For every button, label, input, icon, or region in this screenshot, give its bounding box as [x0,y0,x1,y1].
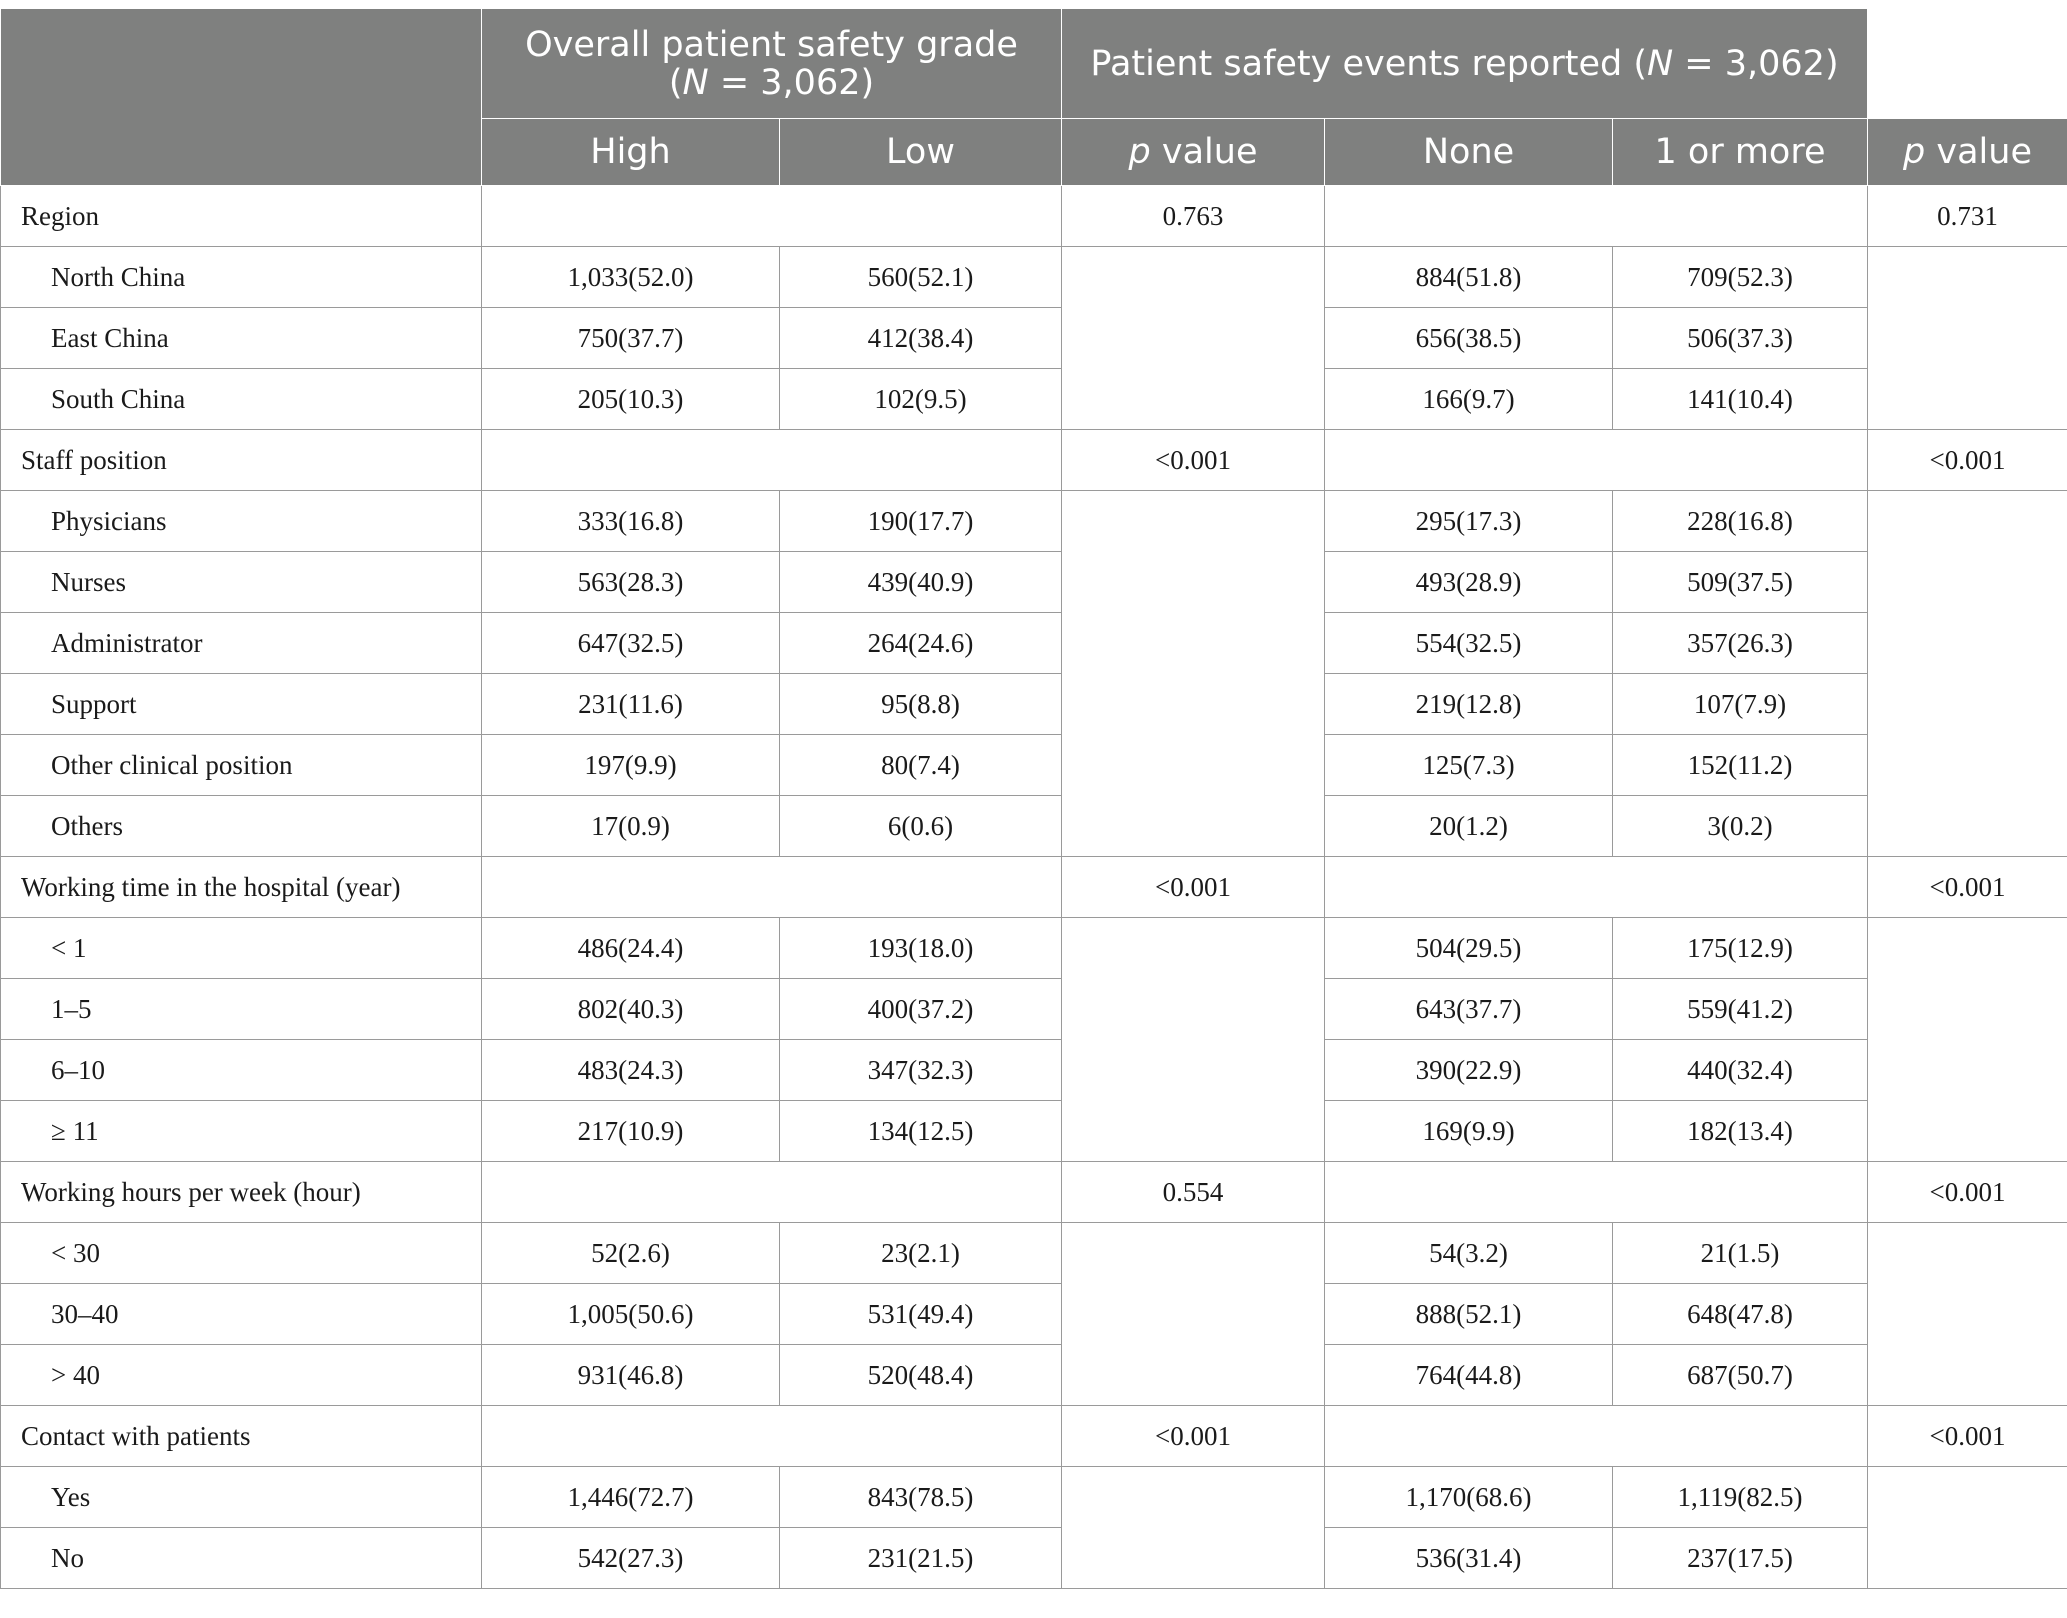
section-row [1,430,2067,491]
cell-none: 643(37.7) [1325,979,1613,1040]
table-row [1,735,2067,796]
section-label: Region [1,186,482,247]
cell-low: 531(49.4) [780,1284,1062,1345]
p-value-events: <0.001 [1868,1406,2067,1467]
cell-high: 17(0.9) [482,796,780,857]
p1-var: p [1128,132,1151,172]
overall-grade-n-var: N [682,62,709,103]
cell-one-or-more: 509(37.5) [1613,552,1868,613]
table-row [1,613,2067,674]
table-row [1,918,2067,979]
col-p2-header [1868,119,2067,186]
cell-high: 333(16.8) [482,491,780,552]
section-row [1,857,2067,918]
col-low-header: Low [780,119,1062,186]
row-label: East China [1,308,482,369]
row-label: North China [1,247,482,308]
p-value-events: <0.001 [1868,430,2067,491]
row-label: Support [1,674,482,735]
cell-high: 231(11.6) [482,674,780,735]
section-label: Contact with patients [1,1406,482,1467]
p-value-events-blank [1868,247,2067,430]
cell-none: 888(52.1) [1325,1284,1613,1345]
cell-low: 412(38.4) [780,308,1062,369]
cell-high: 542(27.3) [482,1528,780,1589]
cell-low: 134(12.5) [780,1101,1062,1162]
table-row [1,1223,2067,1284]
p2-var: p [1903,132,1926,172]
table-row [1,1040,2067,1101]
col-high-header: High [482,119,780,186]
p-value-grade: 0.763 [1062,186,1325,247]
events-reported-header [1062,9,1868,119]
cell-high: 1,033(52.0) [482,247,780,308]
table-row [1,796,2067,857]
cell-one-or-more: 687(50.7) [1613,1345,1868,1406]
events-reported-n-var: N [1646,43,1674,84]
cell-low: 843(78.5) [780,1467,1062,1528]
section-row [1,1406,2067,1467]
overall-grade-n-open: ( [668,62,683,103]
section-blank-cell [1325,1406,1868,1467]
section-blank-cell [482,857,1062,918]
row-label: Others [1,796,482,857]
section-blank-cell [482,1406,1062,1467]
cell-low: 231(21.5) [780,1528,1062,1589]
table-row [1,369,2067,430]
row-label: 1–5 [1,979,482,1040]
table-row [1,308,2067,369]
section-label: Working time in the hospital (year) [1,857,482,918]
row-label: Physicians [1,491,482,552]
cell-low: 264(24.6) [780,613,1062,674]
p-value-events: 0.731 [1868,186,2067,247]
cell-one-or-more: 440(32.4) [1613,1040,1868,1101]
cell-high: 197(9.9) [482,735,780,796]
cell-one-or-more: 1,119(82.5) [1613,1467,1868,1528]
cell-none: 390(22.9) [1325,1040,1613,1101]
cell-low: 347(32.3) [780,1040,1062,1101]
row-label: < 1 [1,918,482,979]
cell-one-or-more: 228(16.8) [1613,491,1868,552]
cell-low: 193(18.0) [780,918,1062,979]
cell-high: 52(2.6) [482,1223,780,1284]
col-more-header: 1 or more [1613,119,1868,186]
table-row [1,552,2067,613]
cell-high: 205(10.3) [482,369,780,430]
section-label: Staff position [1,430,482,491]
p-value-events-blank [1868,1467,2067,1589]
header-row-group [1,9,2067,119]
cell-none: 504(29.5) [1325,918,1613,979]
cell-one-or-more: 357(26.3) [1613,613,1868,674]
table-row [1,491,2067,552]
table-row [1,1101,2067,1162]
section-blank-cell [482,1162,1062,1223]
cell-one-or-more: 559(41.2) [1613,979,1868,1040]
cell-high: 217(10.9) [482,1101,780,1162]
cell-none: 125(7.3) [1325,735,1613,796]
row-label: Other clinical position [1,735,482,796]
table-row [1,1528,2067,1589]
cell-high: 486(24.4) [482,918,780,979]
cell-low: 439(40.9) [780,552,1062,613]
cell-none: 20(1.2) [1325,796,1613,857]
p-value-events: <0.001 [1868,1162,2067,1223]
cell-low: 102(9.5) [780,369,1062,430]
p-value-grade: <0.001 [1062,857,1325,918]
cell-none: 656(38.5) [1325,308,1613,369]
cell-one-or-more: 648(47.8) [1613,1284,1868,1345]
p-value-grade-blank [1062,1467,1325,1589]
p-value-grade-blank [1062,918,1325,1162]
cell-none: 219(12.8) [1325,674,1613,735]
p-value-events-blank [1868,1223,2067,1406]
cell-none: 166(9.7) [1325,369,1613,430]
cell-high: 802(40.3) [482,979,780,1040]
cell-high: 563(28.3) [482,552,780,613]
overall-grade-title: Overall patient safety grade [525,24,1018,65]
table-row [1,1284,2067,1345]
cell-one-or-more: 709(52.3) [1613,247,1868,308]
row-label: 30–40 [1,1284,482,1345]
section-label: Working hours per week (hour) [1,1162,482,1223]
row-label: Administrator [1,613,482,674]
cell-one-or-more: 107(7.9) [1613,674,1868,735]
cell-one-or-more: 152(11.2) [1613,735,1868,796]
cell-none: 54(3.2) [1325,1223,1613,1284]
p-value-grade-blank [1062,247,1325,430]
section-blank-cell [482,186,1062,247]
row-label: Yes [1,1467,482,1528]
cell-one-or-more: 141(10.4) [1613,369,1868,430]
cell-low: 23(2.1) [780,1223,1062,1284]
row-label: < 30 [1,1223,482,1284]
cell-low: 520(48.4) [780,1345,1062,1406]
row-label: > 40 [1,1345,482,1406]
patient-safety-table [0,8,2067,1589]
cell-none: 295(17.3) [1325,491,1613,552]
table-row [1,674,2067,735]
cell-one-or-more: 182(13.4) [1613,1101,1868,1162]
overall-grade-header [482,9,1062,119]
cell-none: 764(44.8) [1325,1345,1613,1406]
cell-one-or-more: 175(12.9) [1613,918,1868,979]
cell-high: 750(37.7) [482,308,780,369]
section-blank-cell [482,430,1062,491]
cell-low: 560(52.1) [780,247,1062,308]
table-row [1,247,2067,308]
overall-grade-n-value: = 3,062) [708,62,875,103]
section-blank-cell [1325,430,1868,491]
cell-high: 647(32.5) [482,613,780,674]
cell-low: 80(7.4) [780,735,1062,796]
cell-high: 1,446(72.7) [482,1467,780,1528]
table-row [1,979,2067,1040]
row-label: No [1,1528,482,1589]
cell-none: 1,170(68.6) [1325,1467,1613,1528]
row-label: 6–10 [1,1040,482,1101]
section-row [1,186,2067,247]
cell-low: 400(37.2) [780,979,1062,1040]
cell-high: 1,005(50.6) [482,1284,780,1345]
p-value-events: <0.001 [1868,857,2067,918]
cell-one-or-more: 21(1.5) [1613,1223,1868,1284]
section-blank-cell [1325,186,1868,247]
table-row [1,1467,2067,1528]
cell-none: 884(51.8) [1325,247,1613,308]
col-none-header: None [1325,119,1613,186]
events-reported-n-value: = 3,062) [1673,43,1839,84]
cell-one-or-more: 3(0.2) [1613,796,1868,857]
cell-one-or-more: 237(17.5) [1613,1528,1868,1589]
cell-none: 169(9.9) [1325,1101,1613,1162]
p1-label: value [1150,132,1258,172]
p-value-grade: 0.554 [1062,1162,1325,1223]
section-blank-cell [1325,1162,1868,1223]
cell-one-or-more: 506(37.3) [1613,308,1868,369]
table-row [1,1345,2067,1406]
p-value-grade-blank [1062,491,1325,857]
events-reported-title: Patient safety events reported ( [1090,43,1647,84]
cell-none: 554(32.5) [1325,613,1613,674]
p-value-events-blank [1868,918,2067,1162]
cell-none: 536(31.4) [1325,1528,1613,1589]
row-label: Nurses [1,552,482,613]
row-label: South China [1,369,482,430]
cell-low: 190(17.7) [780,491,1062,552]
table-body [1,186,2067,1589]
p-value-events-blank [1868,491,2067,857]
col-p1-header [1062,119,1325,186]
p-value-grade-blank [1062,1223,1325,1406]
p2-label: value [1925,132,2032,172]
cell-low: 95(8.8) [780,674,1062,735]
row-label: ≥ 11 [1,1101,482,1162]
cell-none: 493(28.9) [1325,552,1613,613]
cell-low: 6(0.6) [780,796,1062,857]
section-row [1,1162,2067,1223]
section-blank-cell [1325,857,1868,918]
cell-high: 483(24.3) [482,1040,780,1101]
p-value-grade: <0.001 [1062,1406,1325,1467]
cell-high: 931(46.8) [482,1345,780,1406]
p-value-grade: <0.001 [1062,430,1325,491]
corner-header-cell [1,9,482,186]
